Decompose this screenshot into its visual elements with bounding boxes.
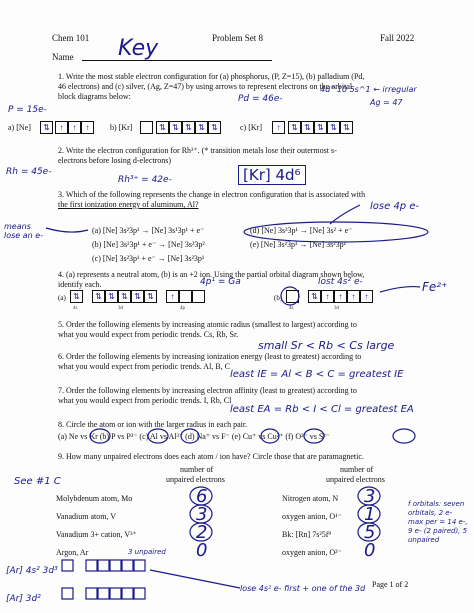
q4b-orbital-3d4: ↑ [347, 290, 360, 303]
page-number: Page 1 of 2 [372, 580, 409, 589]
q9-n-circle [358, 487, 380, 505]
q3-margin-note: means lose an e- [4, 222, 44, 240]
q1c-orbital-4d4: ⇅ [327, 121, 340, 134]
q4-fe-note: Fe²⁺ [422, 280, 448, 294]
q4a-orbital-3d5: ⇅ [144, 290, 157, 303]
q9-diagram-box-9 [98, 588, 109, 599]
q4b-orbital-3d2: ↑ [321, 290, 334, 303]
q9-right-header-2: unpaired electrons [326, 475, 385, 484]
q4-a-label: (a) [58, 294, 66, 302]
q6-text-line2: what you would expect from periodic trends. Al, B, C [58, 362, 230, 371]
q1a-orbital-3p3: ↑ [81, 121, 94, 134]
q4b-orbital-3d5: ↑ [360, 290, 373, 303]
term-label: Fall 2022 [380, 33, 415, 43]
q7-answer: least EA = Rb < I < Cl = greatest EA [230, 404, 414, 415]
q9-diagram-box-7 [62, 588, 73, 599]
q9-right-row-4-value: 0 [364, 540, 376, 561]
q9-left-row-3-label: Vanadium 3+ cation, V³⁺ [56, 530, 137, 539]
q1-p-note: P = 15e- [8, 105, 47, 115]
q3-option-c: (c) [Ne] 3s²3p¹ + e⁻ → [Ne] 3s²3p¹ [92, 254, 205, 263]
q8-kr-circle [90, 429, 110, 443]
q4b-label-3d: 3d [334, 306, 339, 311]
q1-text-line3: block diagrams below: [58, 92, 131, 101]
q9-unpaired-note: 3 unpaired [128, 548, 166, 556]
q9-mo-circle [190, 487, 212, 505]
q3-arrow [330, 205, 360, 224]
q1b-orbital-4d2: ⇅ [169, 121, 182, 134]
q1c-orbital-4d2: ⇅ [301, 121, 314, 134]
q4a-orbital-3d1: ⇅ [92, 290, 105, 303]
q4a-label-4s: 4s [73, 306, 78, 311]
q9-right-row-4-label: oxygen anion, O²⁻ [282, 548, 342, 557]
q9-diagram-box-8 [86, 588, 97, 599]
q8-f-circle [261, 429, 279, 443]
q9-right-row-1-value: 3 [364, 486, 376, 507]
q9-left-row-4-label: Argon, Ar [56, 548, 89, 557]
q9-side-note: f orbitals: seven orbitals, 2 e- max per = 14 e-, 9 e- (2 paired), 5 unpaired [408, 500, 468, 544]
q1c-orbital-5s: ↑ [272, 121, 285, 134]
q1c-orbital-4d1: ⇅ [288, 121, 301, 134]
q4-text-line2: identify each. [58, 280, 102, 289]
q9-left-row-3-value: 2 [196, 522, 208, 543]
q1-text-line1: 1. Write the most stable electron configuration for (a) phosphorus, (P, Z=15), (b) palladium (Pd, [58, 72, 365, 81]
page-title: Problem Set 8 [212, 33, 263, 43]
q9-left-header-1: number of [180, 465, 214, 474]
q3-text-line2: the first ionization energy of aluminum, Al? [58, 200, 199, 209]
q1b-orbital-4d3: ⇅ [182, 121, 195, 134]
q9-diagram-box-5 [122, 560, 133, 571]
q9-right-row-1-label: Nitrogen atom, N [282, 494, 339, 503]
q1-pd-note: Pd = 46e- [238, 94, 283, 104]
q9-lose-note: lose 4s² e- first + one of the 3d [240, 584, 366, 593]
q7-text-line1: 7. Order the following elements by increasing electron affinity (least to greatest) according to [58, 386, 357, 395]
q5-text-line2: what you would expect from periodic trends. Cs, Rb, Sr. [58, 330, 239, 339]
q1b-orbital-4d4: ⇅ [195, 121, 208, 134]
q3-option-e: (e) [Ne] 3s²3p¹ → [Ne] 3s²3p¹ [250, 240, 347, 249]
course-label: Chem 101 [52, 33, 90, 43]
q1b-prefix: b) [Kr] [110, 123, 133, 132]
q1a-orbital-3p1: ↑ [55, 121, 68, 134]
q1a-prefix: a) [Ne] [8, 123, 31, 132]
q1b-orbital-4d5: ⇅ [208, 121, 221, 134]
q9-o1-circle [358, 505, 380, 523]
q4b-orbital-3d1: ⇅ [308, 290, 321, 303]
q9-diagram-box-12 [134, 588, 145, 599]
q2-rh3-note: Rh³⁺ = 42e- [118, 175, 172, 185]
q4a-orbital-3d3: ⇅ [118, 290, 131, 303]
q9-right-row-3-label: Bk: [Rn] 7s²5f⁹ [282, 530, 332, 539]
q4a-orbital-4p1: ↑ [166, 290, 179, 303]
q3-lose-note: lose 4p e- [370, 201, 420, 212]
q9-diagram-box-1 [62, 560, 73, 571]
name-label: Name [52, 52, 74, 62]
q7-text-line2: what you would expect from periodic trends. I, Rb, Cl [58, 396, 232, 405]
q8-pairs: (a) Ne vs Kr (b) P vs P³⁻ (c) Al vs Al³⁺ (d) Na⁺ vs F⁻ (e) Cu⁺ vs Cu²⁺ (f) O²⁻ vs S²⁻ [58, 432, 330, 441]
q4b-orbital-3d3: ↑ [334, 290, 347, 303]
q9-v-circle [190, 505, 212, 523]
name-value: Key [118, 36, 159, 61]
q9-diagram-box-4 [110, 560, 121, 571]
q3-answer-circle [244, 222, 428, 242]
q9-v3-config: [Ar] 3d² [6, 594, 41, 604]
q3-text-line1: 3. Which of the following represents the change in electron configuration that is associated with [58, 190, 366, 199]
q1-text-line2: 46 electrons) and (c) silver, (Ag, Z=47) by using arrows to represent electrons on the orbital [58, 82, 353, 91]
q4-text-line1: 4. (a) represents a neutral atom, (b) is an +2 ion. Using the partial orbital diagram shown below, [58, 270, 365, 279]
q1b-orbital-4d1: ⇅ [156, 121, 169, 134]
q9-diagram-box-6 [134, 560, 145, 571]
q8-s2-circle [393, 429, 415, 443]
q9-v3-circle [190, 523, 212, 541]
q9-diagram-box-11 [122, 588, 133, 599]
q9-right-header-1: number of [340, 465, 374, 474]
q9-diagram-box-10 [110, 588, 121, 599]
q2-text-line1: 2. Write the electron configuration for Rh³⁺. (* transition metals lose their outermost s- [58, 146, 337, 155]
q4a-orbital-4s: ⇅ [70, 290, 83, 303]
q9-right-row-3-value: 5 [364, 522, 376, 543]
q9-left-row-1-value: 6 [196, 486, 208, 507]
q8-al-circle [181, 429, 199, 443]
q4a-label-4p: 4p [180, 306, 185, 311]
q6-answer: least IE = Al < B < C = greatest IE [230, 369, 404, 380]
q9-bk-circle [358, 523, 380, 541]
q9-see-note: See #1 C [14, 476, 61, 487]
q1-ag-note: Ag = 47 [370, 98, 403, 107]
q8-cu-circle [304, 429, 324, 443]
q2-text-line2: electrons before losing d-electrons) [58, 156, 172, 165]
q1a-orbital-3p2: ↑ [68, 121, 81, 134]
q1c-orbital-4d5: ⇅ [340, 121, 353, 134]
q9-diagram-box-3 [98, 560, 109, 571]
q9-left-header-2: unpaired electrons [166, 475, 225, 484]
q1c-prefix: c) [Kr] [240, 123, 262, 132]
q5-answer: small Sr < Rb < Cs large [258, 339, 395, 352]
q4-a-note: 4p¹ = Ga [200, 277, 241, 287]
q1c-orbital-4d3: ⇅ [314, 121, 327, 134]
q3-option-a: (a) [Ne] 3s²3p¹ → [Ne] 3s¹3p¹ + e⁻ [92, 226, 205, 235]
q9-right-row-2-label: oxygen anion, O¹⁻ [282, 512, 342, 521]
q1a-orbital-3s: ⇅ [40, 121, 53, 134]
q6-text-line1: 6. Order the following elements by increasing ionization energy (least to greatest) according to [58, 352, 362, 361]
q4a-label-3d: 3d [118, 306, 123, 311]
q4-fe-arrow [380, 287, 420, 292]
q8-p3-circle [148, 429, 168, 443]
q2-rh-note: Rh = 45e- [6, 167, 52, 177]
q3-margin-arrow [46, 228, 88, 232]
q8-text-line1: 8. Circle the atom or ion with the larger radius in each pair. [58, 420, 248, 429]
q2-answer: [Kr] 4d⁶ [238, 165, 306, 185]
q9-left-row-2-value: 3 [196, 504, 208, 525]
q9-left-row-1-label: Molybdenum atom, Mo [56, 494, 133, 503]
q3-option-d: (d) [Ne] 3s²3p¹ → [Ne] 3s² + e⁻ [250, 226, 353, 235]
q9-right-row-2-value: 1 [364, 504, 376, 525]
q4-b-note: lost 4s² e- [318, 277, 363, 287]
q9-left-row-2-label: Vanadium atom, V [56, 512, 117, 521]
q9-diagram-box-2 [86, 560, 97, 571]
q1-irregular-note: 4d^10 5s^1 ← irregular [320, 85, 417, 94]
q9-lose-arrow [150, 570, 240, 588]
q4a-orbital-3d4: ⇅ [131, 290, 144, 303]
q3-option-b: (b) [Ne] 3s²3p¹ + e⁻ → [Ne] 3s²3p² [92, 240, 205, 249]
q9-v-config: [Ar] 4s² 3d³ [6, 566, 58, 576]
q5-text-line1: 5. Order the following elements by increasing atomic radius (smallest to largest) according to [58, 320, 357, 329]
q9-left-row-4-value: 0 [196, 540, 208, 561]
q4b-label-4s: 4s [289, 306, 294, 311]
q9-text-line1: 9. How many unpaired electrons does each atom / ion have? Circle those that are paramagnetic. [58, 452, 364, 461]
q4-b-label: (b) [274, 294, 283, 302]
q4a-orbital-3d2: ⇅ [105, 290, 118, 303]
q4-empty-4s-circle [281, 287, 299, 305]
